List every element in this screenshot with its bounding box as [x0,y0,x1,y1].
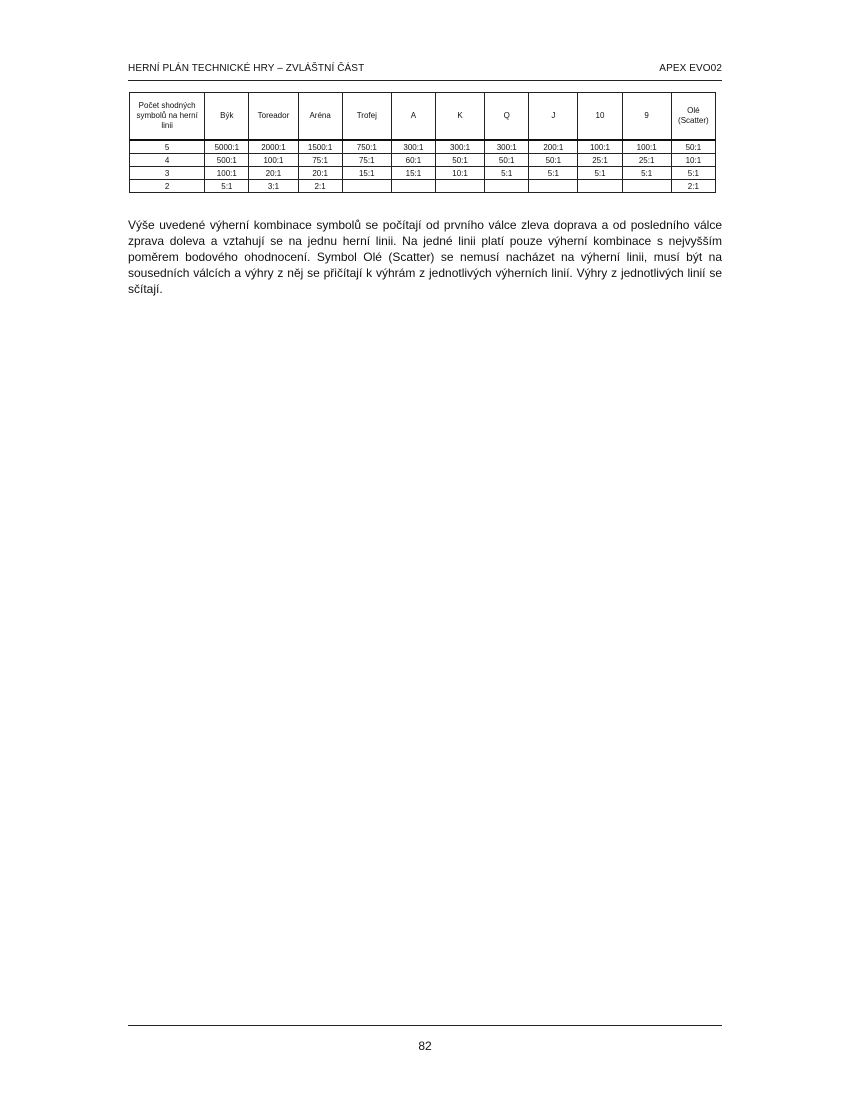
table-cell: 15:1 [342,167,391,180]
header-trofej: Trofej [342,93,391,141]
table-cell [342,180,391,193]
header-9: 9 [622,93,671,141]
table-row [130,154,716,167]
table-cell: 25:1 [622,154,671,167]
header-j: J [529,93,578,141]
table-cell: 5:1 [485,167,529,180]
table-cell: 5:1 [205,180,249,193]
header-q: Q [485,93,529,141]
header-10: 10 [578,93,622,141]
table-cell: 10:1 [435,167,484,180]
table-cell: 50:1 [485,154,529,167]
table-cell [391,180,435,193]
table-cell: 50:1 [529,154,578,167]
table-cell: 20:1 [249,167,298,180]
table-cell: 3:1 [249,180,298,193]
table-cell: 500:1 [205,154,249,167]
table-cell: 100:1 [622,140,671,154]
game-code: APEX EVO02 [659,63,722,74]
table-cell: 60:1 [391,154,435,167]
table-row [130,180,716,193]
table-cell: 5 [130,140,205,154]
table-cell: 2:1 [671,180,715,193]
table-cell: 200:1 [529,140,578,154]
table-cell: 3 [130,167,205,180]
document-title: HERNÍ PLÁN TECHNICKÉ HRY – ZVLÁŠTNÍ ČÁST [128,63,365,74]
table-cell [485,180,529,193]
table-cell: 5000:1 [205,140,249,154]
table-cell: 50:1 [435,154,484,167]
header-symbol-count: Počet shodných symbolů na herní linii [130,93,205,141]
table-cell: 2000:1 [249,140,298,154]
rules-paragraph: Výše uvedené výherní kombinace symbolů se počítají od prvního válce zleva doprava a od posledního válce zprava doleva a vztahují se na jednu herní linii. Na jedné linii platí pouze výherní kombinace s nejvyšším poměrem bodového ohodnocení. Symbol Olé (Scatter) se nemusí nacházet na výherní linii, musí být na sousedních válcích a výhry z něj se přičítají k výhrám z jednotlivých výherních linií. Výhry z jednotlivých linií se sčítají. [128,218,722,296]
table-row [130,140,716,154]
table-cell: 300:1 [391,140,435,154]
table-cell: 5:1 [529,167,578,180]
table-cell: 5:1 [578,167,622,180]
table-cell [435,180,484,193]
header-arena: Aréna [298,93,342,141]
paytable-header-row [130,93,716,141]
table-cell [622,180,671,193]
table-cell: 100:1 [578,140,622,154]
header-byk: Býk [205,93,249,141]
header-k: K [435,93,484,141]
table-cell: 100:1 [205,167,249,180]
table-cell: 100:1 [249,154,298,167]
table-cell: 10:1 [671,154,715,167]
table-cell: 5:1 [671,167,715,180]
table-row [130,167,716,180]
page-number: 82 [418,1039,432,1053]
table-cell: 75:1 [298,154,342,167]
table-cell: 300:1 [435,140,484,154]
table-cell: 300:1 [485,140,529,154]
table-cell: 25:1 [578,154,622,167]
table-cell: 1500:1 [298,140,342,154]
table-cell: 5:1 [622,167,671,180]
table-cell: 75:1 [342,154,391,167]
table-cell [529,180,578,193]
header-ole-scatter: Olé (Scatter) [671,93,715,141]
table-cell: 2 [130,180,205,193]
footer-divider [128,1025,722,1026]
table-cell: 4 [130,154,205,167]
table-cell: 15:1 [391,167,435,180]
table-cell [578,180,622,193]
table-cell: 50:1 [671,140,715,154]
header-a: A [391,93,435,141]
paytable [129,92,716,193]
header-toreador: Toreador [249,93,298,141]
header-divider [128,80,722,81]
table-cell: 2:1 [298,180,342,193]
page-header [128,63,722,74]
table-cell: 20:1 [298,167,342,180]
table-cell: 750:1 [342,140,391,154]
